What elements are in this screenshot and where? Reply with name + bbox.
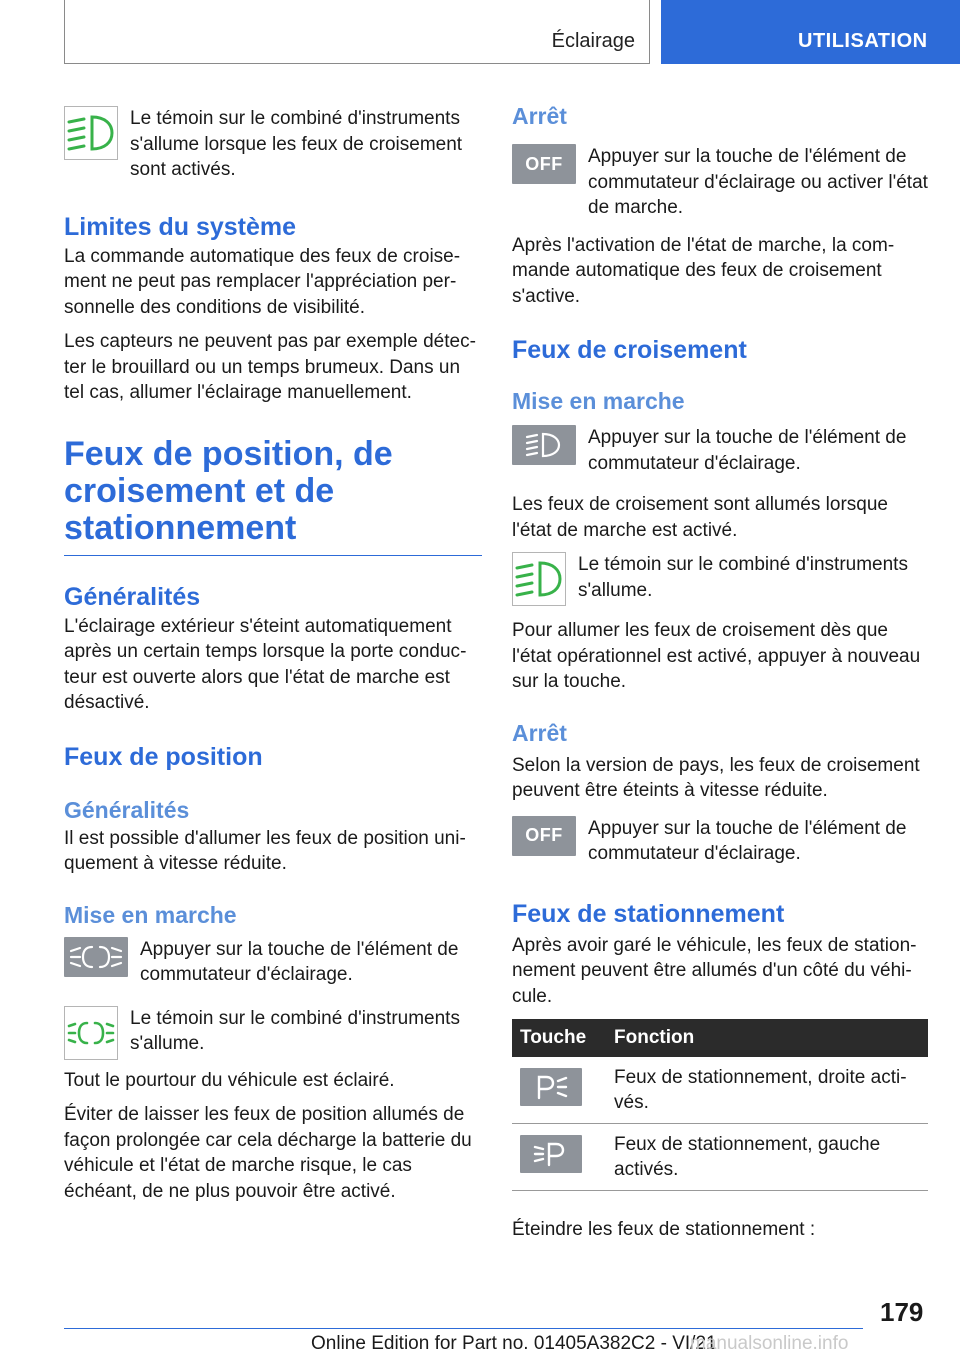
header-chapter-tab xyxy=(661,0,960,64)
heading-generalites: Généralités xyxy=(64,582,201,611)
table-row xyxy=(512,1057,928,1124)
paragraph: La commande automatique des feux de croisement ne peut pas remplacer l'appréciation personnelle des conditions de visibilité. xyxy=(64,245,461,318)
button-description: Appuyer sur la touche de l'élément de commutateur d'éclairage ou activer l'état de marche. xyxy=(588,146,928,218)
indicator-row-low-beam xyxy=(64,106,482,183)
paragraph: Selon la version de pays, les feux de croisement peuvent être éteints à vitesse réduite. xyxy=(512,754,920,801)
low-beam-indicator-icon xyxy=(512,552,566,606)
button-row-low-beam xyxy=(512,425,928,476)
left-column xyxy=(64,100,482,1213)
paragraph: Les feux de croisement sont allumés lorsque l'état de marche est activé. xyxy=(512,494,888,541)
table-header-row xyxy=(512,1019,928,1057)
watermark: manualsonline.info xyxy=(690,1333,849,1354)
paragraph: Après l'activation de l'état de marche, la commande automatique des feux de croisement s'active. xyxy=(512,234,895,307)
paragraph: Les capteurs ne peuvent pas par exemple détecter le brouillard ou un temps brumeux. Dans un tel cas, allumer l'éclairage manuellement. xyxy=(64,331,476,403)
main-heading: Feux de position, de croisement et de stationnement xyxy=(64,434,393,547)
position-light-button-icon xyxy=(64,937,128,977)
parking-light-left-icon xyxy=(520,1135,582,1173)
off-button-icon: OFF xyxy=(512,816,576,856)
parking-light-table xyxy=(512,1019,928,1191)
paragraph: Éteindre les feux de stationnement : xyxy=(512,1219,816,1240)
button-row-off xyxy=(512,816,928,867)
indicator-description: Le témoin sur le combiné d'instruments s'allume. xyxy=(578,554,908,601)
button-row-position xyxy=(64,937,482,988)
table-cell-function: Feux de stationnement, droite activés. xyxy=(606,1057,928,1124)
right-column xyxy=(512,100,928,1252)
paragraph: Pour allumer les feux de croisement dès que l'état opérationnel est activé, appuyer à nouveau sur la touche. xyxy=(512,620,921,692)
heading-feux-croisement: Feux de croisement xyxy=(512,336,747,364)
indicator-description: Le témoin sur le combiné d'instruments s'allume lorsque les feux de croisement sont activés. xyxy=(130,108,463,180)
indicator-row-position xyxy=(64,1006,482,1060)
indicator-row-low-beam xyxy=(512,552,928,606)
table-row xyxy=(512,1124,928,1191)
paragraph: L'éclairage extérieur s'éteint automatiquement après un certain temps lorsque la porte conducteur est ouverte alors que l'état de marche est désactivé. xyxy=(64,615,467,713)
paragraph: Après avoir garé le véhicule, les feux de stationnement peuvent être allumés d'un côté du véhicule. xyxy=(512,934,917,1007)
heading-feux-position: Feux de position xyxy=(64,742,263,771)
button-description: Appuyer sur la touche de l'élément de commutateur d'éclairage. xyxy=(588,427,907,474)
button-description: Appuyer sur la touche de l'élément de commutateur d'éclairage. xyxy=(588,817,907,864)
table-cell-function: Feux de stationnement, gauche activés. xyxy=(606,1124,928,1191)
paragraph: Il est possible d'allumer les feux de position uniquement à vitesse réduite. xyxy=(64,827,466,874)
table-header-fonction: Fonction xyxy=(606,1019,928,1057)
header-section-title: Éclairage xyxy=(551,30,635,52)
low-beam-button-icon xyxy=(512,425,576,465)
button-row-off xyxy=(512,144,928,221)
subheading-arret: Arrêt xyxy=(512,719,567,746)
parking-light-right-icon xyxy=(520,1068,582,1106)
edition-note: Online Edition for Part no. 01405A382C2 - VI/21 xyxy=(311,1333,717,1354)
table-header-touche: Touche xyxy=(512,1019,606,1057)
position-light-indicator-icon xyxy=(64,1006,118,1060)
subheading-mise-marche: Mise en marche xyxy=(512,388,685,414)
button-description: Appuyer sur la touche de l'élément de commutateur d'éclairage. xyxy=(140,938,459,985)
off-button-icon: OFF xyxy=(512,144,576,184)
footer-rule xyxy=(64,1328,863,1329)
header-chapter-title: UTILISATION xyxy=(798,30,928,52)
page-number: 179 xyxy=(880,1297,924,1327)
heading-feux-stationnement: Feux de stationnement xyxy=(512,899,785,928)
main-heading-block xyxy=(64,436,482,556)
indicator-description: Le témoin sur le combiné d'instruments s'allume. xyxy=(130,1007,460,1054)
subheading-mise-marche: Mise en marche xyxy=(64,901,237,928)
paragraph: Éviter de laisser les feux de position allumés de façon prolongée car cela décharge la batterie du véhicule et l'état de marche risque, le cas échéant, de ne plus pouvoir être activé. xyxy=(64,1104,472,1202)
header-section-box xyxy=(64,0,650,64)
heading-limites: Limites du système xyxy=(64,212,297,241)
low-beam-indicator-icon xyxy=(64,106,118,160)
paragraph: Tout le pourtour du véhicule est éclairé. xyxy=(64,1069,395,1091)
subheading-generalites: Généralités xyxy=(64,796,190,823)
subheading-arret: Arrêt xyxy=(512,103,567,129)
